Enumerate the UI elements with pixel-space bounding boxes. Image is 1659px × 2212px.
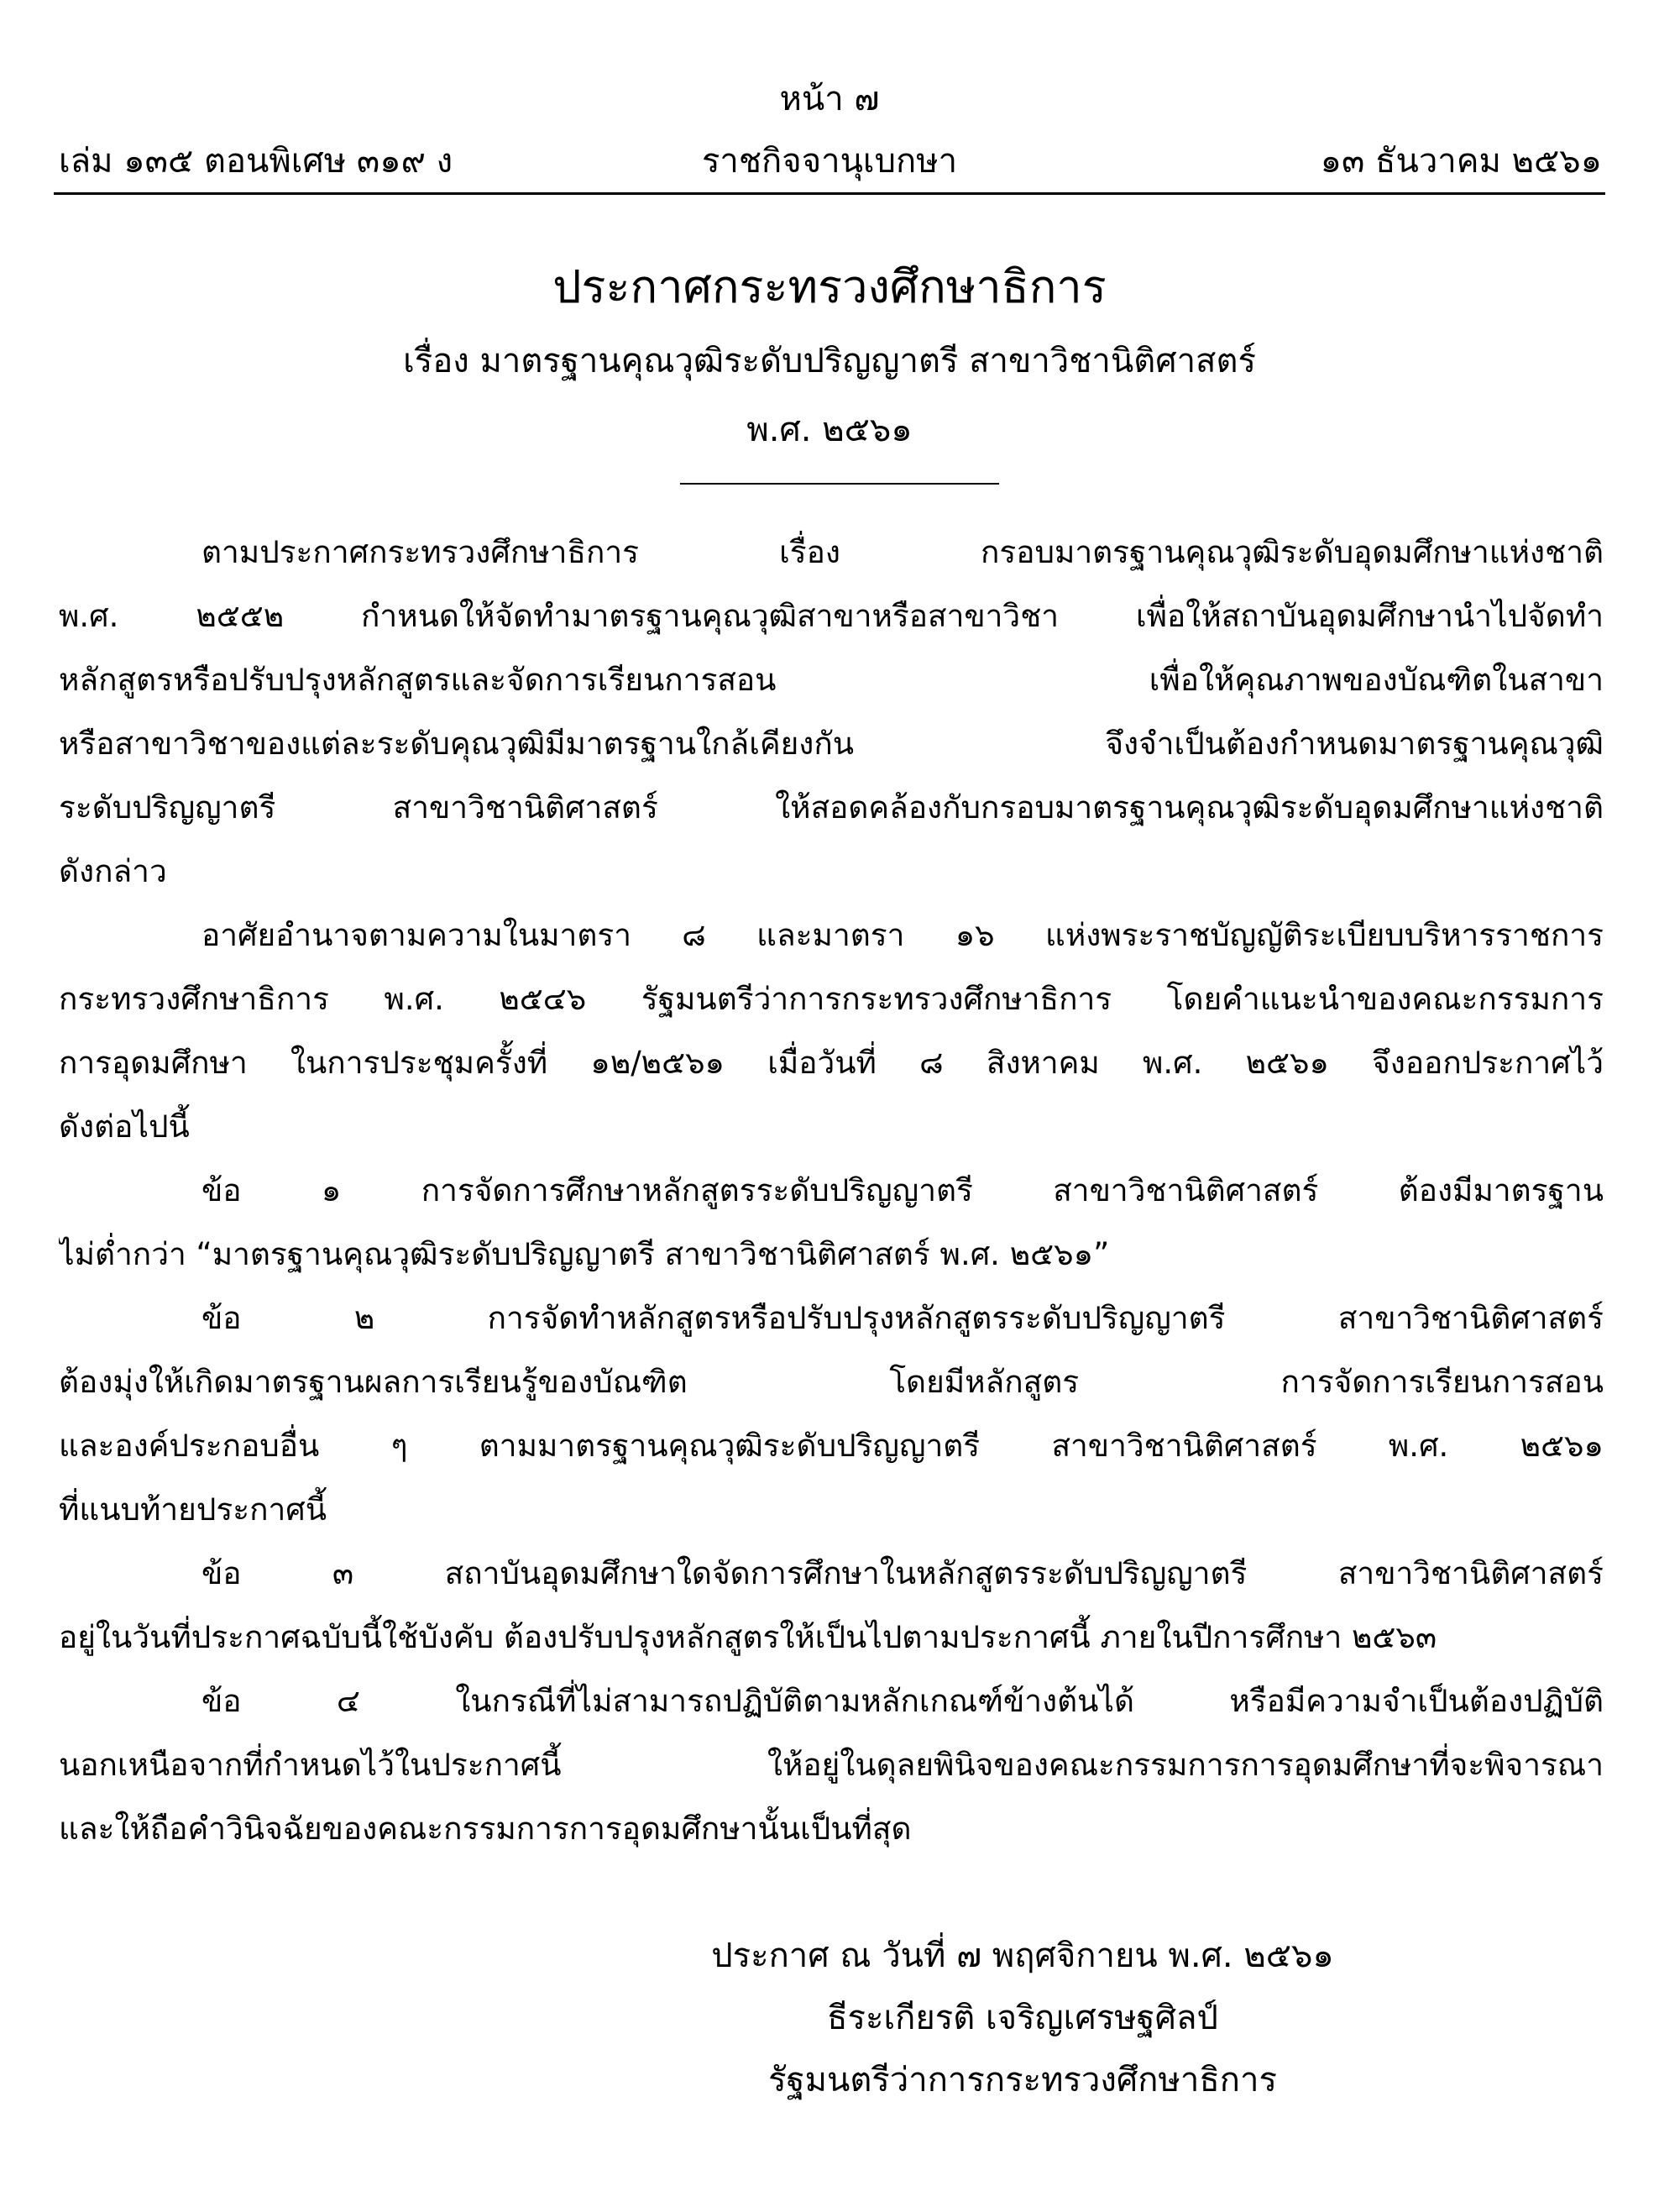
body-line: กระทรวงศึกษาธิการ พ.ศ. ๒๕๔๖ รัฐมนตรีว่าการกระทรวงศึกษาธิการ โดยคำแนะนำของคณะกรรมการ <box>59 981 1604 1017</box>
clause-4-line: ข้อ ๔ ในกรณีที่ไม่สามารถปฏิบัติตามหลักเกณฑ์ข้างต้นได้ หรือมีความจำเป็นต้องปฏิบัติ <box>201 1683 1604 1719</box>
clause-2-line: ข้อ ๒ การจัดทำหลักสูตรหรือปรับปรุงหลักสูตรระดับปริญญาตรี สาขาวิชานิติศาสตร์ <box>201 1300 1604 1336</box>
body-line: พ.ศ. ๒๕๕๒ กำหนดให้จัดทำมาตรฐานคุณวุฒิสาขาหรือสาขาวิชา เพื่อให้สถาบันอุดมศึกษานำไปจัดทำ <box>59 598 1604 634</box>
body-line: ดังกล่าว <box>59 853 167 889</box>
announcement-title: ประกาศกระทรวงศึกษาธิการ <box>552 260 1107 313</box>
signatory-position: รัฐมนตรีว่าการกระทรวงศึกษาธิการ <box>768 2061 1277 2099</box>
body-line: ระดับปริญญาตรี สาขาวิชานิติศาสตร์ ให้สอดคล้องกับกรอบมาตรฐานคุณวุฒิระดับอุดมศึกษาแห่งชาติ <box>59 789 1604 826</box>
body-line: อาศัยอำนาจตามความในมาตรา ๘ และมาตรา ๑๖ แห่งพระราชบัญญัติระเบียบบริหารราชการ <box>201 917 1604 953</box>
clause-3-line: ข้อ ๓ สถาบันอุดมศึกษาใดจัดการศึกษาในหลักสูตรระดับปริญญาตรี สาขาวิชานิติศาสตร์ <box>201 1555 1604 1591</box>
clause-2-line: และองค์ประกอบอื่น ๆ ตามมาตรฐานคุณวุฒิระดับปริญญาตรี สาขาวิชานิติศาสตร์ พ.ศ. ๒๕๖๑ <box>59 1428 1604 1464</box>
body-line: ตามประกาศกระทรวงศึกษาธิการ เรื่อง กรอบมาตรฐานคุณวุฒิระดับอุดมศึกษาแห่งชาติ <box>201 534 1604 570</box>
body-line: การอุดมศึกษา ในการประชุมครั้งที่ ๑๒/๒๕๖๑ เมื่อวันที่ ๘ สิงหาคม พ.ศ. ๒๕๖๑ จึงออกประกาศไว้ <box>59 1045 1604 1081</box>
body-line: หรือสาขาวิชาของแต่ละระดับคุณวุฒิมีมาตรฐานใกล้เคียงกัน จึงจำเป็นต้องกำหนดมาตรฐานคุณวุฒิ <box>59 726 1604 762</box>
title-divider <box>680 483 999 485</box>
body-line: ดังต่อไปนี้ <box>59 1109 190 1145</box>
gazette-volume: เล่ม ๑๓๕ ตอนพิเศษ ๓๑๙ ง <box>59 142 453 181</box>
header-divider <box>54 192 1605 195</box>
announcement-date: ประกาศ ณ วันที่ ๗ พฤศจิกายน พ.ศ. ๒๕๖๑ <box>711 1937 1334 1975</box>
clause-4-line: นอกเหนือจากที่กำหนดไว้ในประกาศนี้ ให้อยู่ในดุลยพินิจของคณะกรรมการการอุดมศึกษาที่จะพิจารณา <box>59 1747 1604 1783</box>
signature-block <box>0 1925 1659 2111</box>
clause-4-line: และให้ถือคำวินิจฉัยของคณะกรรมการการอุดมศึกษานั้นเป็นที่สุด <box>59 1811 912 1847</box>
gazette-title: ราชกิจจานุเบกษา <box>701 142 958 181</box>
gazette-date: ๑๓ ธันวาคม ๒๕๖๑ <box>1320 142 1602 181</box>
clause-3-line: อยู่ในวันที่ประกาศฉบับนี้ใช้บังคับ ต้องปรับปรุงหลักสูตรให้เป็นไปตามประกาศนี้ ภายในปีการศึกษา ๒๕๖๓ <box>59 1619 1437 1655</box>
announcement-year: พ.ศ. ๒๕๖๑ <box>746 411 913 449</box>
signatory-name: ธีระเกียรติ เจริญเศรษฐศิลป์ <box>827 1999 1218 2037</box>
clause-2-line: ต้องมุ่งให้เกิดมาตรฐานผลการเรียนรู้ของบัณฑิต โดยมีหลักสูตร การจัดการเรียนการสอน <box>59 1364 1604 1400</box>
page-number: หน้า ๗ <box>779 80 880 118</box>
body-line: หลักสูตรหรือปรับปรุงหลักสูตรและจัดการเรียนการสอน เพื่อให้คุณภาพของบัณฑิตในสาขา <box>59 662 1604 698</box>
announcement-subject: เรื่อง มาตรฐานคุณวุฒิระดับปริญญาตรี สาขาวิชานิติศาสตร์ <box>403 342 1256 380</box>
clause-2-line: ที่แนบท้ายประกาศนี้ <box>59 1491 327 1528</box>
announcement-body <box>59 521 1604 1861</box>
clause-1-line: ข้อ ๑ การจัดการศึกษาหลักสูตรระดับปริญญาตรี สาขาวิชานิติศาสตร์ ต้องมีมาตรฐาน <box>201 1172 1604 1208</box>
clause-1-line: ไม่ต่ำกว่า “มาตรฐานคุณวุฒิระดับปริญญาตรี สาขาวิชานิติศาสตร์ พ.ศ. ๒๕๖๑” <box>59 1236 1110 1272</box>
